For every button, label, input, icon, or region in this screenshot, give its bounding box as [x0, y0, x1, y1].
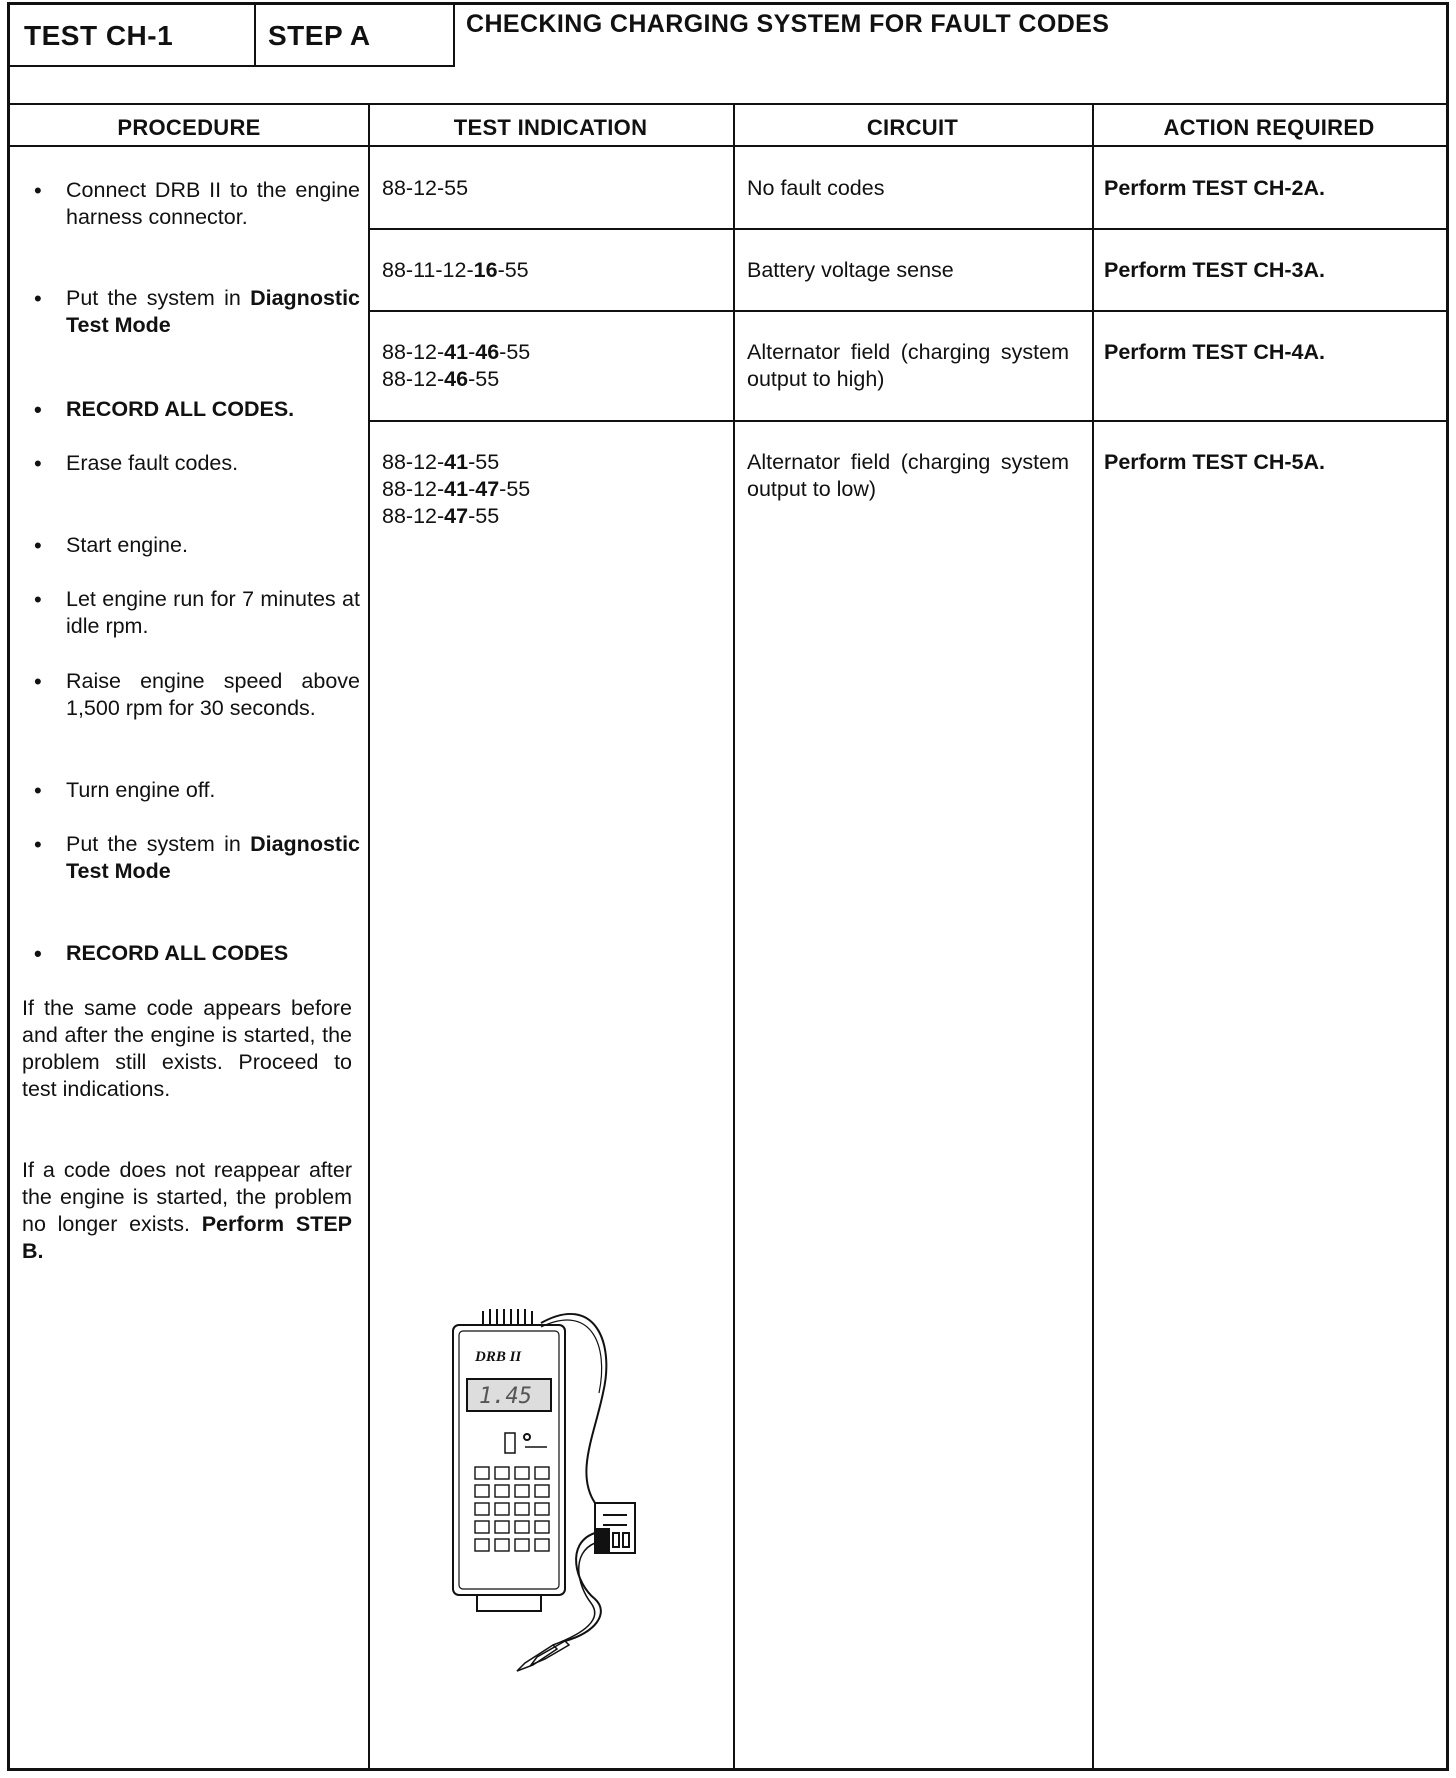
circuit-row-4: Alternator field (charging system output to low)	[747, 450, 1069, 501]
fault-code	[382, 257, 722, 284]
circuit-row-3: Alternator field (charging system output to high)	[747, 340, 1069, 391]
fault-code-text: 88-11-12-	[382, 258, 474, 282]
fault-code-number: 41	[444, 450, 469, 474]
action-row-4: Perform TEST CH-5A.	[1104, 450, 1326, 474]
procedure-note-1: If the same code appears before and after the engine is started, the problem still exists. Proceed to test indications.	[22, 996, 352, 1101]
bullet-icon: •	[34, 451, 42, 476]
procedure-step-5	[30, 532, 360, 559]
step-text: Let engine run for 7 minutes at idle rpm.	[66, 587, 360, 638]
note-text: If a code does not reappear after the engine is started, the problem no longer exists.	[22, 1158, 352, 1236]
column-header-rule	[10, 145, 1446, 147]
fault-code	[382, 366, 722, 393]
fault-code-number: 47	[475, 477, 500, 501]
fault-code-text: -55	[468, 450, 500, 474]
procedure-step-2	[30, 285, 360, 339]
action-row-3: Perform TEST CH-4A.	[1104, 340, 1326, 364]
fault-code-text: 88-12-	[382, 367, 445, 391]
fault-code-number: 16	[473, 258, 498, 282]
step-text: Raise engine speed above 1,500 rpm for 30 seconds.	[66, 669, 360, 720]
step-text-bold: RECORD ALL CODES	[66, 941, 289, 965]
fault-code	[382, 449, 722, 476]
fault-code-text: 88-12-55	[382, 176, 469, 200]
row-divider-3	[368, 420, 1446, 422]
bullet-icon: •	[34, 397, 42, 422]
step-text: Put the system in	[66, 286, 251, 310]
bullet-icon: •	[34, 286, 42, 311]
fault-code-text: 88-12-	[382, 450, 445, 474]
bullet-icon: •	[34, 941, 42, 966]
bullet-icon: •	[34, 832, 42, 857]
fault-code	[382, 476, 722, 503]
step-text: Connect DRB II to the engine harness connector.	[66, 178, 360, 229]
tester-body	[453, 1325, 565, 1595]
test-procedure-sheet	[7, 2, 1449, 1771]
cartridge-slot	[477, 1595, 541, 1611]
fault-code-number: 41	[444, 340, 469, 364]
row-divider-1	[368, 228, 1446, 230]
fault-code	[382, 503, 722, 530]
fault-code-text: 88-12-	[382, 477, 445, 501]
procedure-note-2	[22, 1157, 352, 1265]
fault-code-text: -	[468, 477, 476, 501]
fault-code	[382, 339, 722, 366]
fault-code-text: -55	[497, 258, 529, 282]
note-text-bold: Perform STEP B.	[22, 1212, 352, 1263]
step-text-bold: Diagnostic Test Mode	[66, 286, 360, 337]
procedure-step-6	[30, 586, 360, 640]
bullet-icon: •	[34, 178, 42, 203]
step-text: Start engine.	[66, 533, 188, 557]
fault-code-text: -55	[499, 340, 531, 364]
circuit-row-2: Battery voltage sense	[747, 258, 954, 282]
page-title: CHECKING CHARGING SYSTEM FOR FAULT CODES	[466, 10, 1110, 38]
step-text: Turn engine off.	[66, 778, 216, 802]
header-divider-2	[453, 5, 455, 67]
test-indication-row-2	[382, 257, 722, 284]
bullet-icon: •	[34, 587, 42, 612]
column-header-procedure: PROCEDURE	[117, 115, 261, 140]
action-row-2: Perform TEST CH-3A.	[1104, 258, 1326, 282]
fault-code-text: -55	[499, 477, 531, 501]
step-label: STEP A	[268, 20, 371, 51]
step-text-bold: Diagnostic Test Mode	[66, 832, 360, 883]
column-divider-3	[1092, 103, 1094, 1771]
header-underline-left	[10, 65, 453, 67]
step-text: Put the system in	[66, 832, 251, 856]
step-text-bold: RECORD ALL CODES.	[66, 397, 295, 421]
fault-code-text: -55	[468, 367, 500, 391]
connector-pins	[483, 1309, 532, 1325]
test-indication-row-1	[382, 175, 722, 202]
bullet-icon: •	[34, 778, 42, 803]
bullet-icon: •	[34, 669, 42, 694]
column-divider-1	[368, 103, 370, 1771]
column-header-circuit: CIRCUIT	[866, 115, 959, 140]
test-indication-row-3	[382, 339, 722, 393]
procedure-step-4	[30, 450, 360, 477]
fault-code	[382, 175, 722, 202]
procedure-step-9	[30, 831, 360, 885]
step-text: Erase fault codes.	[66, 451, 239, 475]
column-header-action: ACTION REQUIRED	[1163, 115, 1375, 140]
fault-code-text: 88-12-	[382, 504, 445, 528]
bullet-icon: •	[34, 533, 42, 558]
device-display: 1.45	[479, 1384, 532, 1409]
header-bottom-rule	[10, 103, 1446, 105]
header-divider-1	[254, 5, 256, 65]
procedure-step-7	[30, 668, 360, 722]
fault-code-number: 46	[475, 340, 500, 364]
fault-code-number: 41	[444, 477, 469, 501]
fault-code-text: 88-12-	[382, 340, 445, 364]
column-divider-2	[733, 103, 735, 1771]
column-header-test-indication: TEST INDICATION	[453, 115, 648, 140]
test-id: TEST CH-1	[24, 20, 174, 51]
row-divider-2	[368, 310, 1446, 312]
drb-ii-tester-illustration	[445, 1303, 685, 1673]
procedure-step-10	[30, 940, 360, 967]
procedure-step-3	[30, 396, 360, 423]
circuit-row-1: No fault codes	[747, 176, 885, 200]
test-indication-row-4	[382, 449, 722, 530]
device-label: DRB II	[475, 1349, 522, 1365]
procedure-step-1	[30, 177, 360, 231]
fault-code-text: -	[468, 340, 476, 364]
fault-code-number: 47	[444, 504, 469, 528]
fault-code-text: -55	[468, 504, 500, 528]
procedure-step-8	[30, 777, 360, 804]
action-row-1: Perform TEST CH-2A.	[1104, 176, 1326, 200]
fault-code-number: 46	[444, 367, 469, 391]
